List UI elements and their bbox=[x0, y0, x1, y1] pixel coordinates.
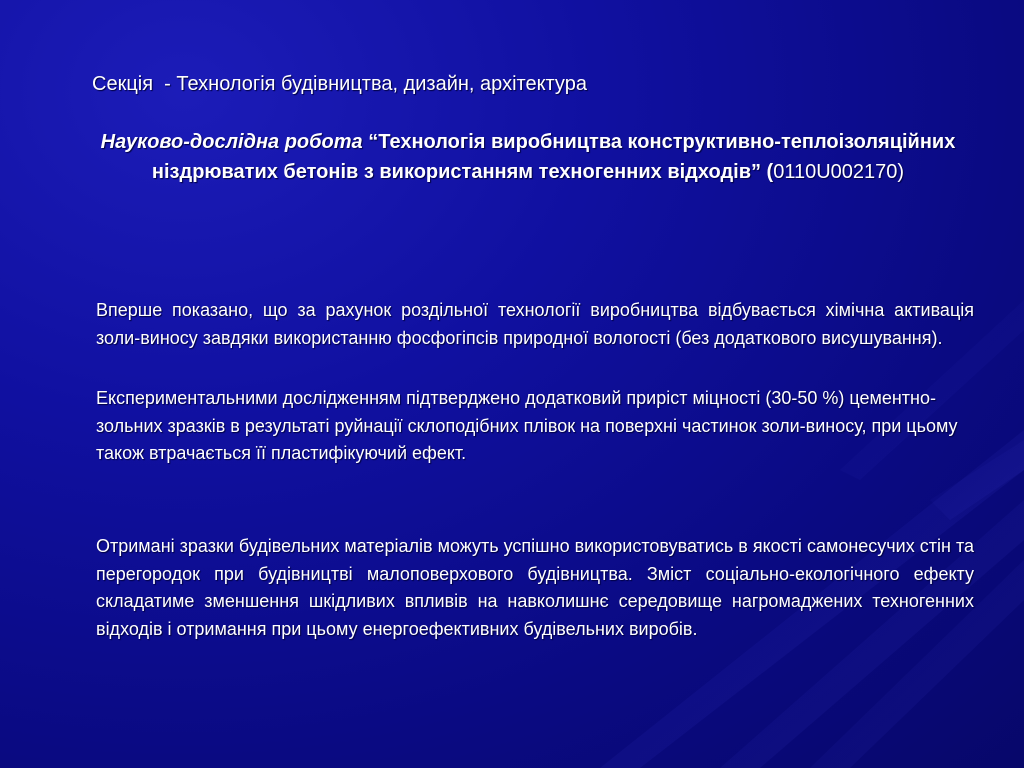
paragraph-3: Отримані зразки будівельних матеріалів можуть успішно використовуватись в якості самонесучих стін та перегородок при будівництві малоповерхового будівництва. Зміст соціально-екологічного ефекту складатиме зменшення шкідливих впливів на навколишнє середовище нагромаджених техногенних відходів і отримання при цьому енергоефективних будівельних виробів. bbox=[96, 536, 974, 639]
section-heading: Секція - Технологія будівництва, дизайн, архітектура bbox=[92, 73, 587, 95]
title-prefix: Науково-дослідна робота bbox=[100, 131, 363, 153]
paragraph-2: Експериментальними дослідженням підтверджено додатковий приріст міцності (30-50 %) цементно-зольних зразків в результаті руйнації склоподібних плівок на поверхні частинок золи-виносу, при цьому також втрачається її пластифікуючий ефект. bbox=[96, 388, 958, 463]
research-title bbox=[60, 127, 996, 187]
paragraph-1: Вперше показано, що за рахунок роздільної технології виробництва відбувається хімічна активація золи-виносу завдяки використанню фосфогіпсів природної вологості (без додаткового висушування). bbox=[96, 300, 974, 348]
registration-number: 0110U002170) bbox=[773, 161, 905, 183]
title-name: “Технологія виробництва конструктивно-теплоізоляційних ніздрюватих бетонів з використанням техногенних відходів” ( bbox=[151, 131, 956, 183]
